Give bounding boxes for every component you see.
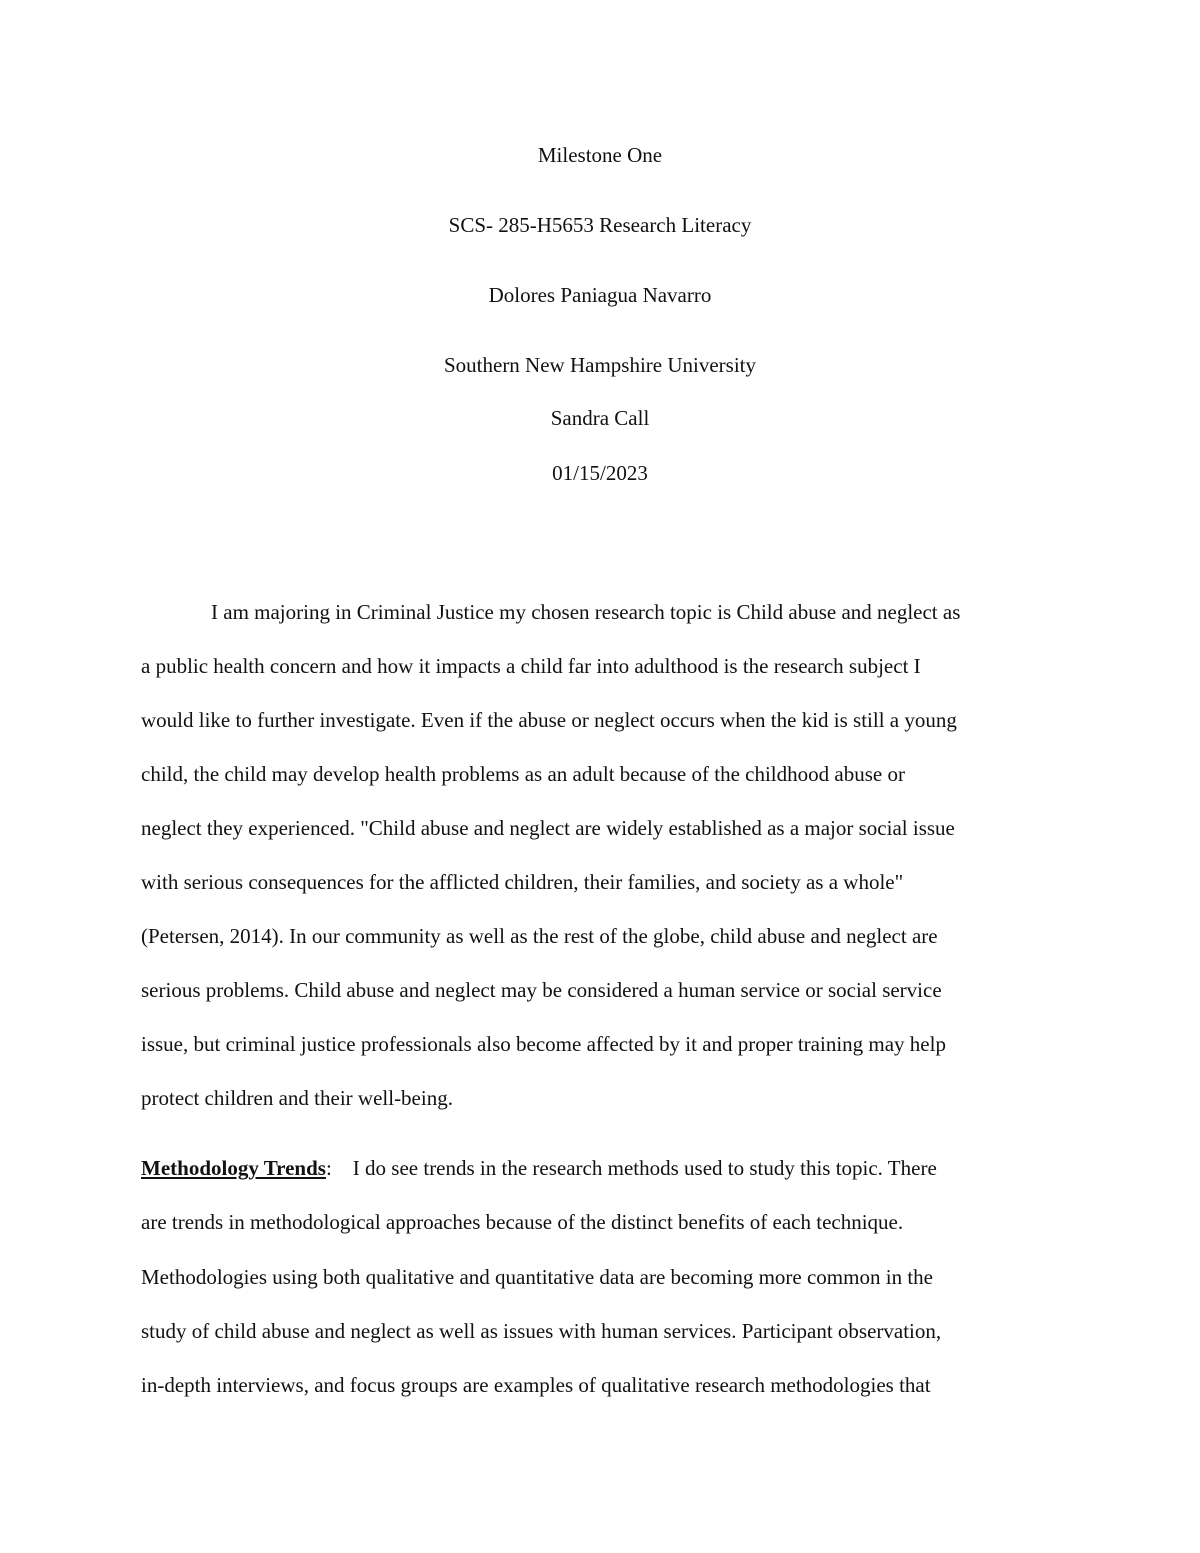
section-first-line-text: I do see trends in the research methods used to study this topic. There	[352, 1156, 937, 1180]
section-heading: Methodology Trends	[141, 1156, 326, 1180]
section-heading-colon: :	[325, 1156, 332, 1180]
paragraph-line: are trends in methodological approaches because of the distinct benefits of each technique.	[141, 1210, 904, 1234]
paragraph-line: Methodologies using both qualitative and quantitative data are becoming more common in the	[141, 1265, 933, 1289]
paragraph-line: study of child abuse and neglect as well as issues with human services. Participant observation,	[141, 1319, 942, 1343]
paragraph-line: serious problems. Child abuse and neglect may be considered a human service or social service	[141, 978, 942, 1002]
document-date: 01/15/2023	[552, 461, 648, 485]
section-first-line	[141, 1154, 937, 1182]
paragraph-line: neglect they experienced. "Child abuse and neglect are widely established as a major social issue	[141, 816, 955, 840]
paragraph-line: child, the child may develop health problems as an adult because of the childhood abuse or	[141, 762, 905, 786]
paragraph-line: protect children and their well-being.	[141, 1086, 453, 1110]
paragraph-line: I am majoring in Criminal Justice my chosen research topic is Child abuse and neglect as	[211, 600, 961, 624]
instructor-name: Sandra Call	[550, 406, 650, 430]
institution-name: Southern New Hampshire University	[443, 353, 757, 377]
author-name: Dolores Paniagua Navarro	[488, 283, 712, 307]
paragraph-line: in-depth interviews, and focus groups are examples of qualitative research methodologies that	[141, 1373, 931, 1397]
course-name: SCS- 285-H5653 Research Literacy	[448, 213, 752, 237]
paragraph-line: (Petersen, 2014). In our community as well as the rest of the globe, child abuse and neglect are	[141, 924, 938, 948]
paragraph-line: issue, but criminal justice professionals also become affected by it and proper training may help	[141, 1032, 946, 1056]
paragraph-line: would like to further investigate. Even if the abuse or neglect occurs when the kid is still a young	[141, 708, 957, 732]
paragraph-line: with serious consequences for the afflicted children, their families, and society as a whole"	[141, 870, 904, 894]
document-title: Milestone One	[537, 143, 663, 167]
paragraph-line: a public health concern and how it impacts a child far into adulthood is the research subject I	[141, 654, 921, 678]
